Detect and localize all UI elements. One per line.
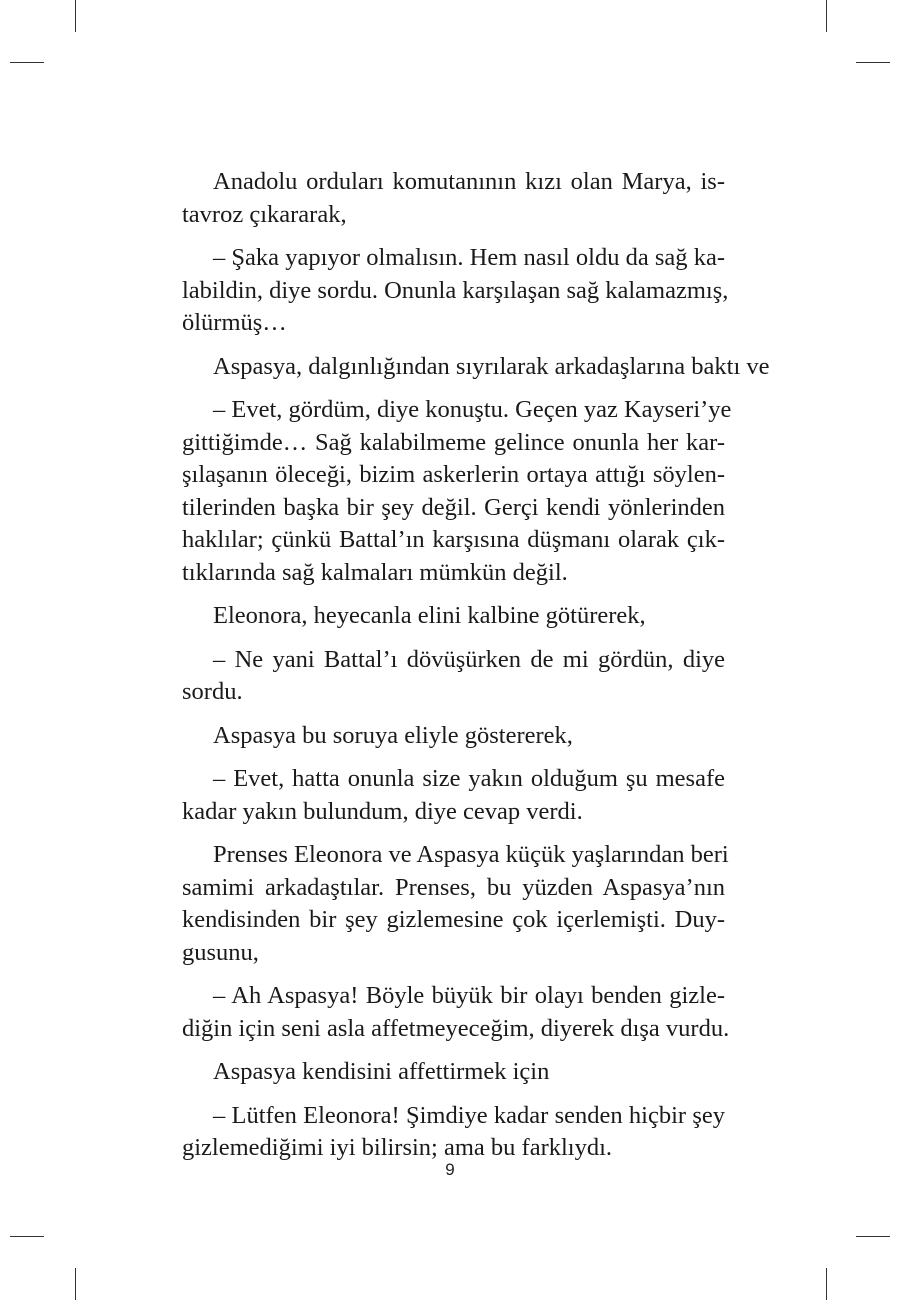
text-line: Eleonora, heyecanla elini kalbine götürerek, bbox=[213, 602, 646, 629]
text-line: diğin için seni asla affetmeyeceğim, diyerek dışa vurdu. bbox=[182, 1014, 730, 1042]
crop-mark-top-left bbox=[75, 0, 76, 32]
crop-mark-left-bottom bbox=[10, 1236, 44, 1237]
text-line: kendisinden bir şey gizlemesine çok içerlemişti. Duy- bbox=[182, 906, 725, 933]
paragraph bbox=[182, 600, 725, 633]
text-line: Aspasya, dalgınlığından sıyrılarak arkadaşlarına baktı ve bbox=[213, 352, 770, 380]
text-line: ölürmüş… bbox=[182, 309, 287, 336]
crop-mark-left-top bbox=[10, 62, 44, 63]
text-line: tavroz çıkararak, bbox=[182, 200, 347, 228]
paragraph bbox=[182, 720, 725, 753]
text-line: gusunu, bbox=[182, 938, 259, 966]
text-line: samimi arkadaştılar. Prenses, bu yüzden Aspasya’nın bbox=[182, 873, 725, 901]
paragraph bbox=[182, 351, 770, 384]
text-line: Aspasya kendisini affettirmek için bbox=[213, 1058, 550, 1085]
text-line: – Lütfen Eleonora! Şimdiye kadar senden hiçbir şey bbox=[213, 1101, 725, 1129]
paragraph bbox=[182, 242, 729, 340]
text-line: – Şaka yapıyor olmalısın. Hem nasıl oldu da sağ ka- bbox=[213, 244, 725, 271]
paragraph bbox=[182, 839, 729, 969]
paragraph bbox=[182, 1056, 725, 1089]
paragraph bbox=[182, 644, 725, 709]
text-line: tilerinden başka bir şey değil. Gerçi kendi yönlerinden bbox=[182, 493, 725, 521]
crop-mark-top-right bbox=[826, 0, 827, 32]
page-number: 9 bbox=[445, 1160, 455, 1179]
paragraph bbox=[182, 394, 732, 589]
text-line: Anadolu orduları komutanının kızı olan Marya, is- bbox=[213, 168, 725, 195]
text-line: Prenses Eleonora ve Aspasya küçük yaşlarından beri bbox=[213, 841, 729, 868]
text-line: – Ah Aspasya! Böyle büyük bir olayı benden gizle- bbox=[213, 982, 725, 1009]
text-line: Aspasya bu soruya eliyle göstererek, bbox=[213, 721, 573, 749]
body-text bbox=[182, 166, 770, 1176]
text-line: haklılar; çünkü Battal’ın karşısına düşmanı olarak çık- bbox=[182, 526, 725, 553]
text-line: tıklarında sağ kalmaları mümkün değil. bbox=[182, 558, 568, 586]
paragraph bbox=[182, 1100, 725, 1165]
crop-mark-right-bottom bbox=[856, 1236, 890, 1237]
text-line: – Ne yani Battal’ı dövüşürken de mi gördün, diye bbox=[213, 645, 725, 673]
text-line: sordu. bbox=[182, 678, 243, 705]
crop-mark-bottom-left bbox=[75, 1268, 76, 1300]
text-line: labildin, diye sordu. Onunla karşılaşan sağ kalamazmış, bbox=[182, 276, 729, 304]
text-line: kadar yakın bulundum, diye cevap verdi. bbox=[182, 797, 583, 825]
crop-mark-bottom-right bbox=[826, 1268, 827, 1300]
text-line: gizlemediğimi iyi bilirsin; ama bu farklıydı. bbox=[182, 1134, 613, 1161]
text-line: gittiğimde… Sağ kalabilmeme gelince onunla her kar- bbox=[182, 428, 725, 456]
paragraph bbox=[182, 980, 730, 1045]
crop-mark-right-top bbox=[856, 62, 890, 63]
text-line: şılaşanın öleceği, bizim askerlerin ortaya attığı söylen- bbox=[182, 461, 725, 488]
paragraph bbox=[182, 763, 725, 828]
text-line: – Evet, gördüm, diye konuştu. Geçen yaz Kayseri’ye bbox=[213, 396, 732, 423]
text-line: – Evet, hatta onunla size yakın olduğum şu mesafe bbox=[213, 765, 725, 792]
paragraph bbox=[182, 166, 725, 231]
